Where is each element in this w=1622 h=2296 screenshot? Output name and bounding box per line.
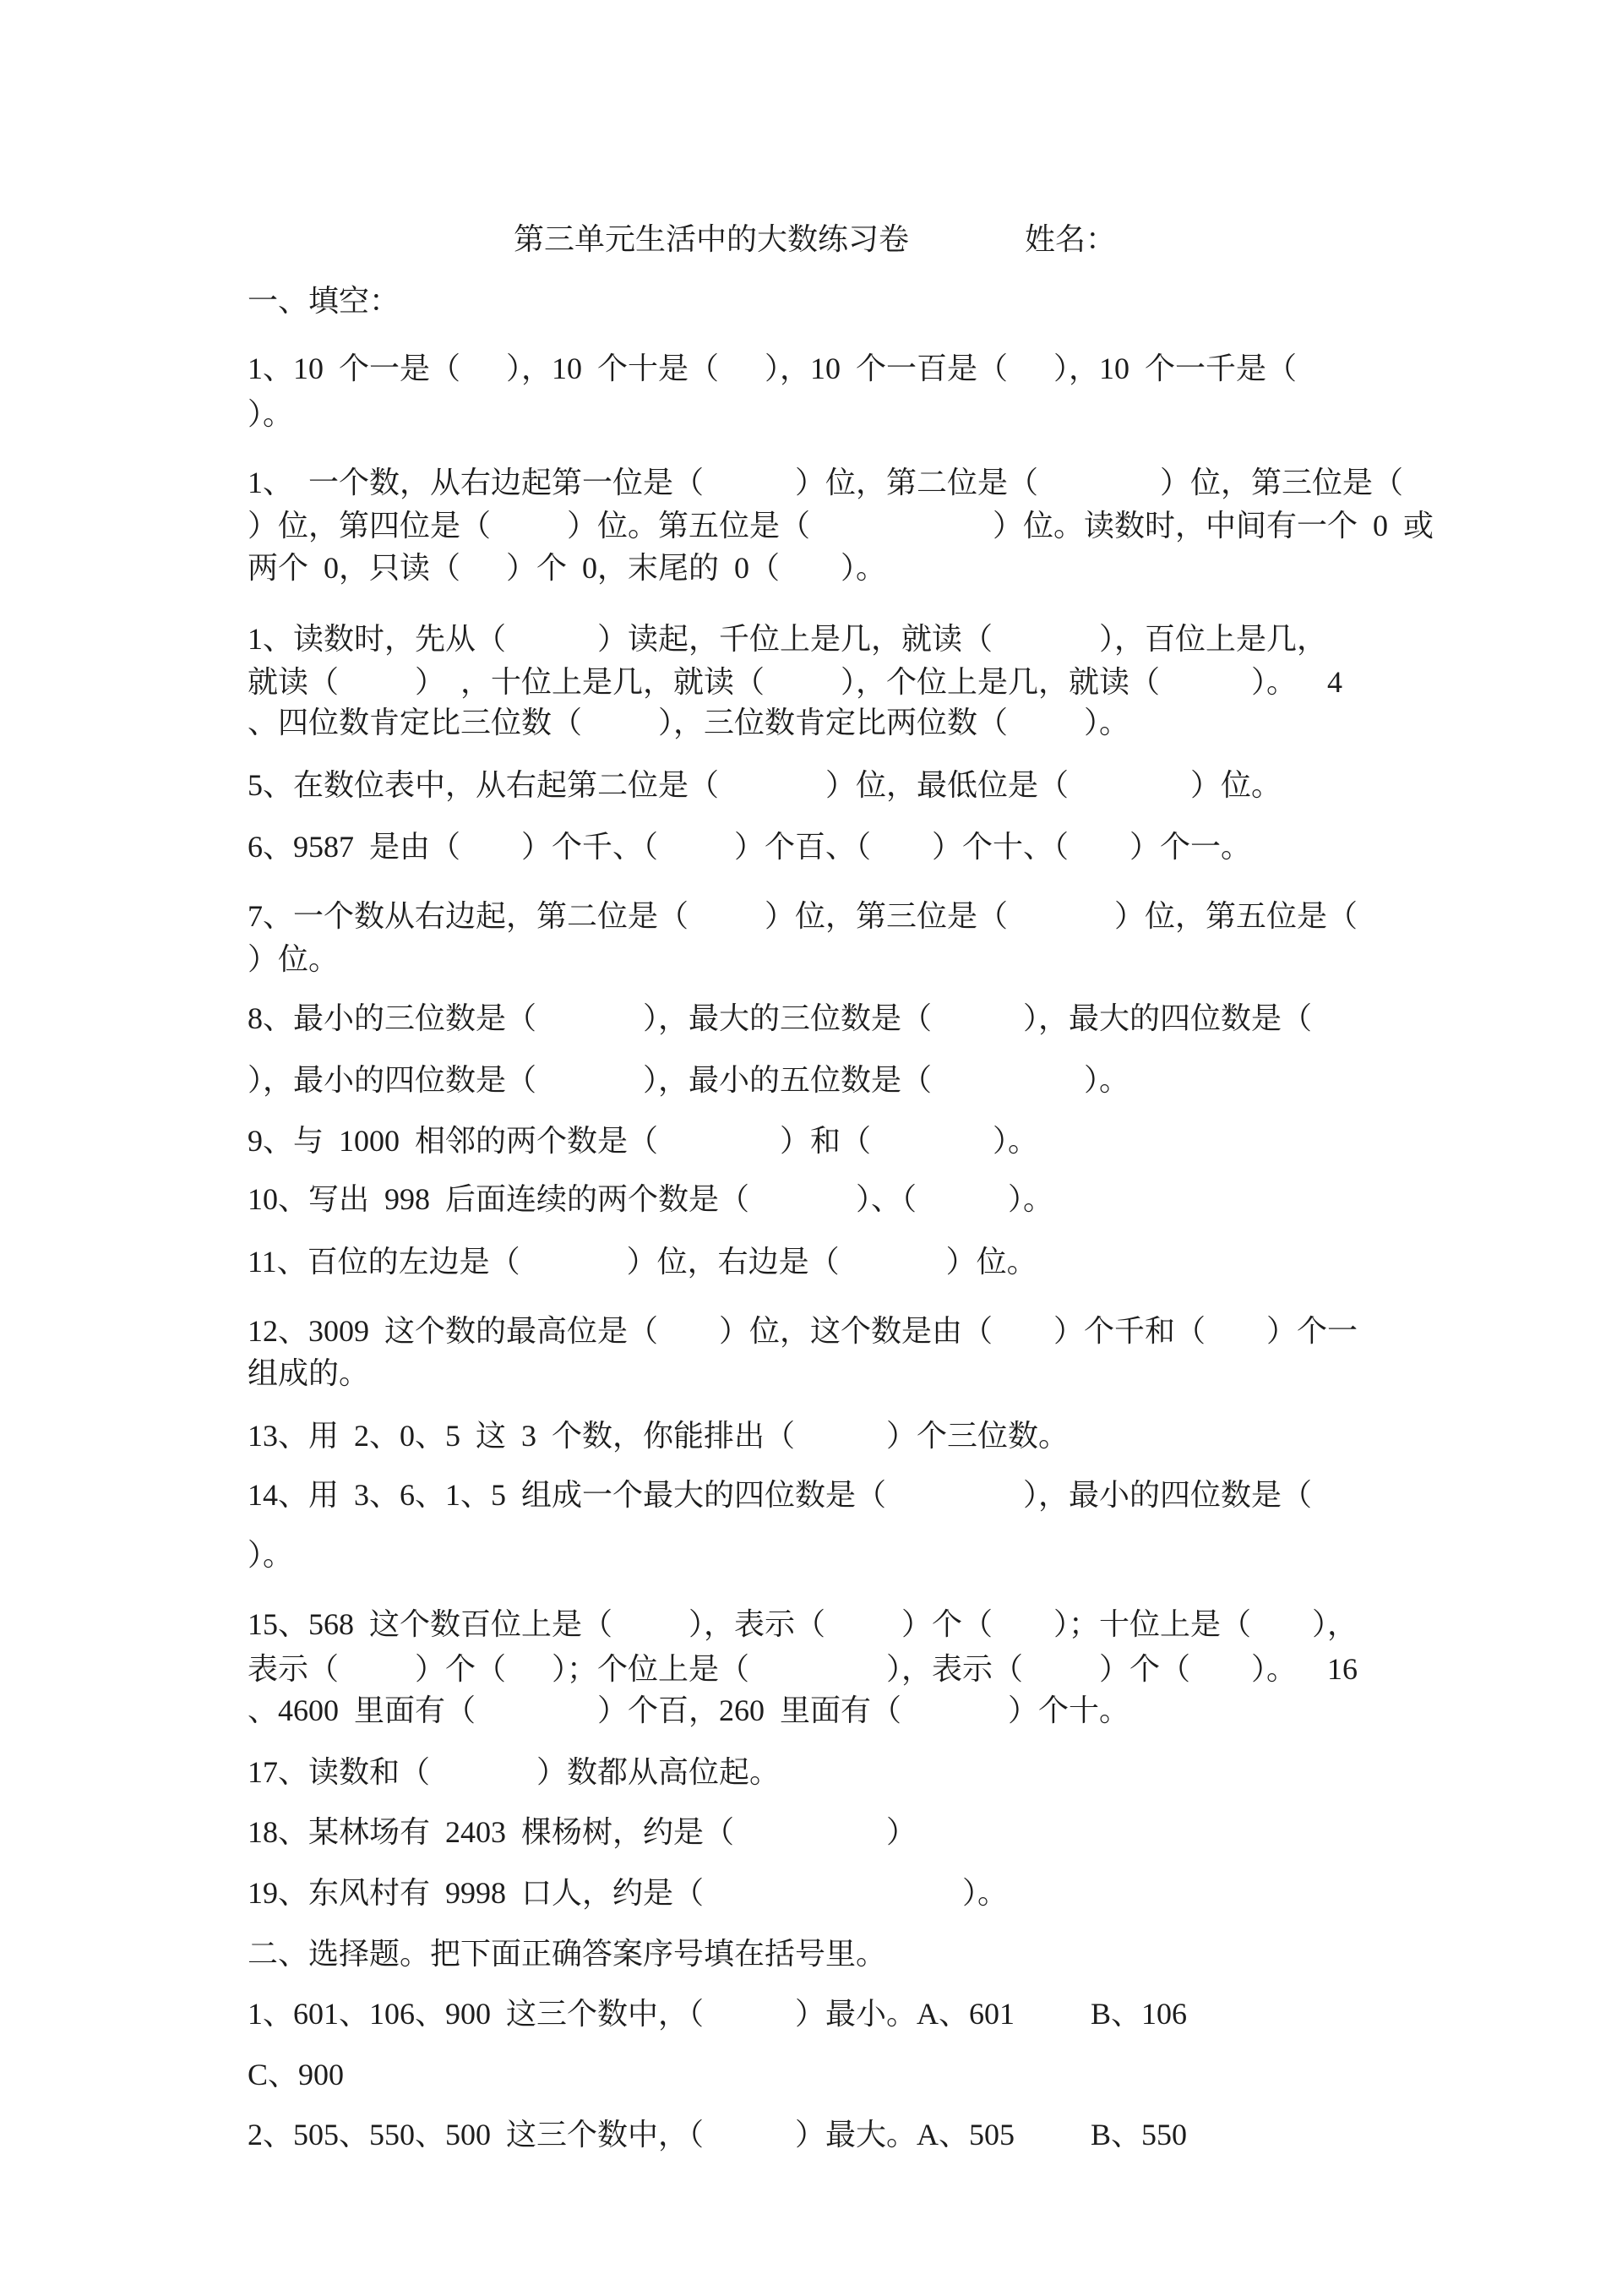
choice-item-1-line-1: 1、601、106、900 这三个数中，（ ）最小。A、601 B、106 <box>248 1997 1188 2031</box>
fill-item-11-line-1: 11、百位的左边是（ ）位，右边是（ ）位。 <box>248 1245 1037 1279</box>
fill-item-12-line-2: 组成的。 <box>248 1356 370 1390</box>
fill-item-1-line-1: 1、10 个一是（ ），10 个十是（ ），10 个一百是（ ），10 个一千是（ <box>248 352 1298 385</box>
fill-item-10-line-1: 10、写出 998 后面连续的两个数是（ ）、（ ）。 <box>248 1182 1054 1216</box>
section-heading-choice: 二、选择题。把下面正确答案序号填在括号里。 <box>248 1937 887 1971</box>
fill-item-6-line-1: 6、9587 是由（ ）个千、（ ）个百、（ ）个十、（ ）个一。 <box>248 830 1252 864</box>
fill-item-5-line-1: 5、在数位表中，从右起第二位是（ ）位，最低位是（ ）位。 <box>248 768 1282 802</box>
fill-item-17-line-1: 17、读数和（ ）数都从高位起。 <box>248 1755 781 1789</box>
fill-item-14-line-1: 14、用 3、6、1、5 组成一个最大的四位数是（ ），最小的四位数是（ <box>248 1478 1313 1512</box>
fill-item-9-line-1: 9、与 1000 相邻的两个数是（ ）和（ ）。 <box>248 1124 1039 1158</box>
fill-item-7-line-1: 7、一个数从右边起，第二位是（ ）位，第三位是（ ）位，第五位是（ <box>248 899 1358 933</box>
fill-item-18-line-1: 18、某林场有 2403 棵杨树，约是（ ） <box>248 1815 917 1849</box>
choice-item-1-line-2: C、900 <box>248 2058 345 2091</box>
fill-item-3-line-1: 1、读数时，先从（ ）读起，千位上是几，就读（ ），百位上是几， <box>248 622 1328 656</box>
fill-item-2-line-1: 1、 一个数，从右边起第一位是（ ）位，第二位是（ ）位，第三位是（ <box>248 466 1404 499</box>
fill-item-8-line-1: 8、最小的三位数是（ ），最大的三位数是（ ），最大的四位数是（ <box>248 1001 1313 1035</box>
fill-item-3-line-2: 就读（ ） ，十位上是几，就读（ ），个位上是几，就读（ ）。 4 <box>248 665 1343 699</box>
fill-item-3-line-3: 、四位数肯定比三位数（ ），三位数肯定比两位数（ ）。 <box>248 706 1130 739</box>
fill-item-7-line-2: ）位。 <box>248 942 340 976</box>
fill-item-2-line-2: ）位，第四位是（ ）位。第五位是（ ）位。读数时，中间有一个 0 或 <box>248 509 1434 543</box>
fill-item-15-line-3: 、4600 里面有（ ）个百，260 里面有（ ）个十。 <box>248 1693 1130 1727</box>
fill-item-12-line-1: 12、3009 这个数的最高位是（ ）位，这个数是由（ ）个千和（ ）个一 <box>248 1314 1358 1348</box>
fill-item-14-line-2: ）。 <box>248 1538 294 1572</box>
name-label: 姓名： <box>1025 222 1117 256</box>
fill-item-2-line-3: 两个 0，只读（ ）个 0，末尾的 0（ ）。 <box>248 551 887 585</box>
fill-item-15-line-1: 15、568 这个数百位上是（ ），表示（ ）个（ ）；十位上是（ ）， <box>248 1607 1358 1641</box>
fill-item-13-line-1: 13、用 2、0、5 这 3 个数，你能排出（ ）个三位数。 <box>248 1419 1070 1453</box>
section-heading-fill-in: 一、填空： <box>248 284 400 318</box>
fill-item-8-line-2: ），最小的四位数是（ ），最小的五位数是（ ）。 <box>248 1063 1130 1097</box>
fill-item-19-line-1: 19、东风村有 9998 口人，约是（ ）。 <box>248 1876 1009 1910</box>
choice-item-2-line-1: 2、505、550、500 这三个数中，（ ）最大。A、505 B、550 <box>248 2118 1188 2151</box>
fill-item-1-line-2: ）。 <box>248 397 294 431</box>
fill-item-15-line-2: 表示（ ）个（ ）；个位上是（ ），表示（ ）个（ ）。 16 <box>248 1652 1358 1686</box>
worksheet-title: 第三单元生活中的大数练习卷 <box>514 222 910 256</box>
